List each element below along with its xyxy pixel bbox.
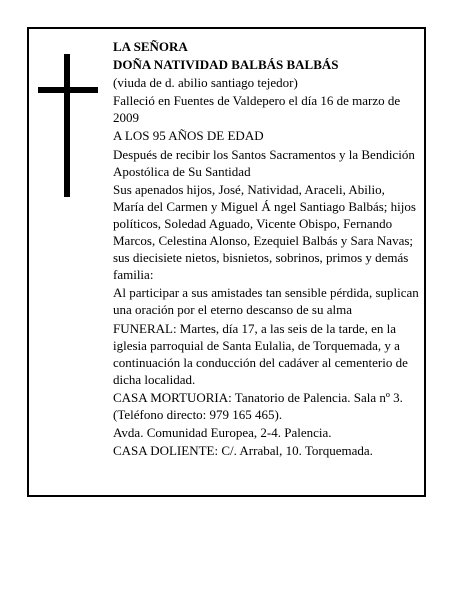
- death-line: Falleció en Fuentes de Valdepero el día 16 de marzo de 2009: [113, 93, 401, 126]
- title-line: LA SEÑORA: [113, 39, 188, 54]
- family-paragraph: Sus apenados hijos, José, Natividad, Araceli, Abilio, María del Carmen y Miguel Á ngel Santiago Balbás; hijos políticos, Soledad Aguado, Vicente Obispo, Fernando Marcos, Celestina Alonso, Ezequiel Balbás y Sara Navas; sus diecisiete nietos, bisnietos, sobrinos, primos y demás familia:: [113, 181, 416, 283]
- age-line: A LOS 95 AÑOS DE EDAD: [113, 128, 264, 144]
- deceased-name: DOÑA NATIVIDAD BALBÁS BALBÁS: [113, 57, 339, 73]
- cross-horizontal-bar: [38, 87, 98, 93]
- home-line: CASA DOLIENTE: C/. Arrabal, 10. Torquemada.: [113, 443, 373, 459]
- widow-line: (viuda de d. abilio santiago tejedor): [113, 75, 298, 91]
- obituary-text: [113, 38, 419, 460]
- cross-vertical-bar: [64, 54, 70, 197]
- sacraments-line: Después de recibir los Santos Sacramentos y la Bendición Apostólica de Su Santidad: [113, 146, 415, 179]
- mortuary-paragraph: CASA MORTUORIA: Tanatorio de Palencia. Sala nº 3. (Teléfono directo: 979 165 465).: [113, 389, 403, 422]
- request-paragraph: Al participar a sus amistades tan sensible pérdida, suplican una oración por el eterno descanso de su alma: [113, 285, 419, 318]
- address-line: Avda. Comunidad Europea, 2-4. Palencia.: [113, 425, 332, 441]
- cross-icon: [38, 54, 98, 197]
- funeral-paragraph: FUNERAL: Martes, día 17, a las seis de la tarde, en la iglesia parroquial de Santa Eulalia, de Torquemada, y a continuación la conducción del cadáver al cementerio de dicha localidad.: [113, 320, 408, 387]
